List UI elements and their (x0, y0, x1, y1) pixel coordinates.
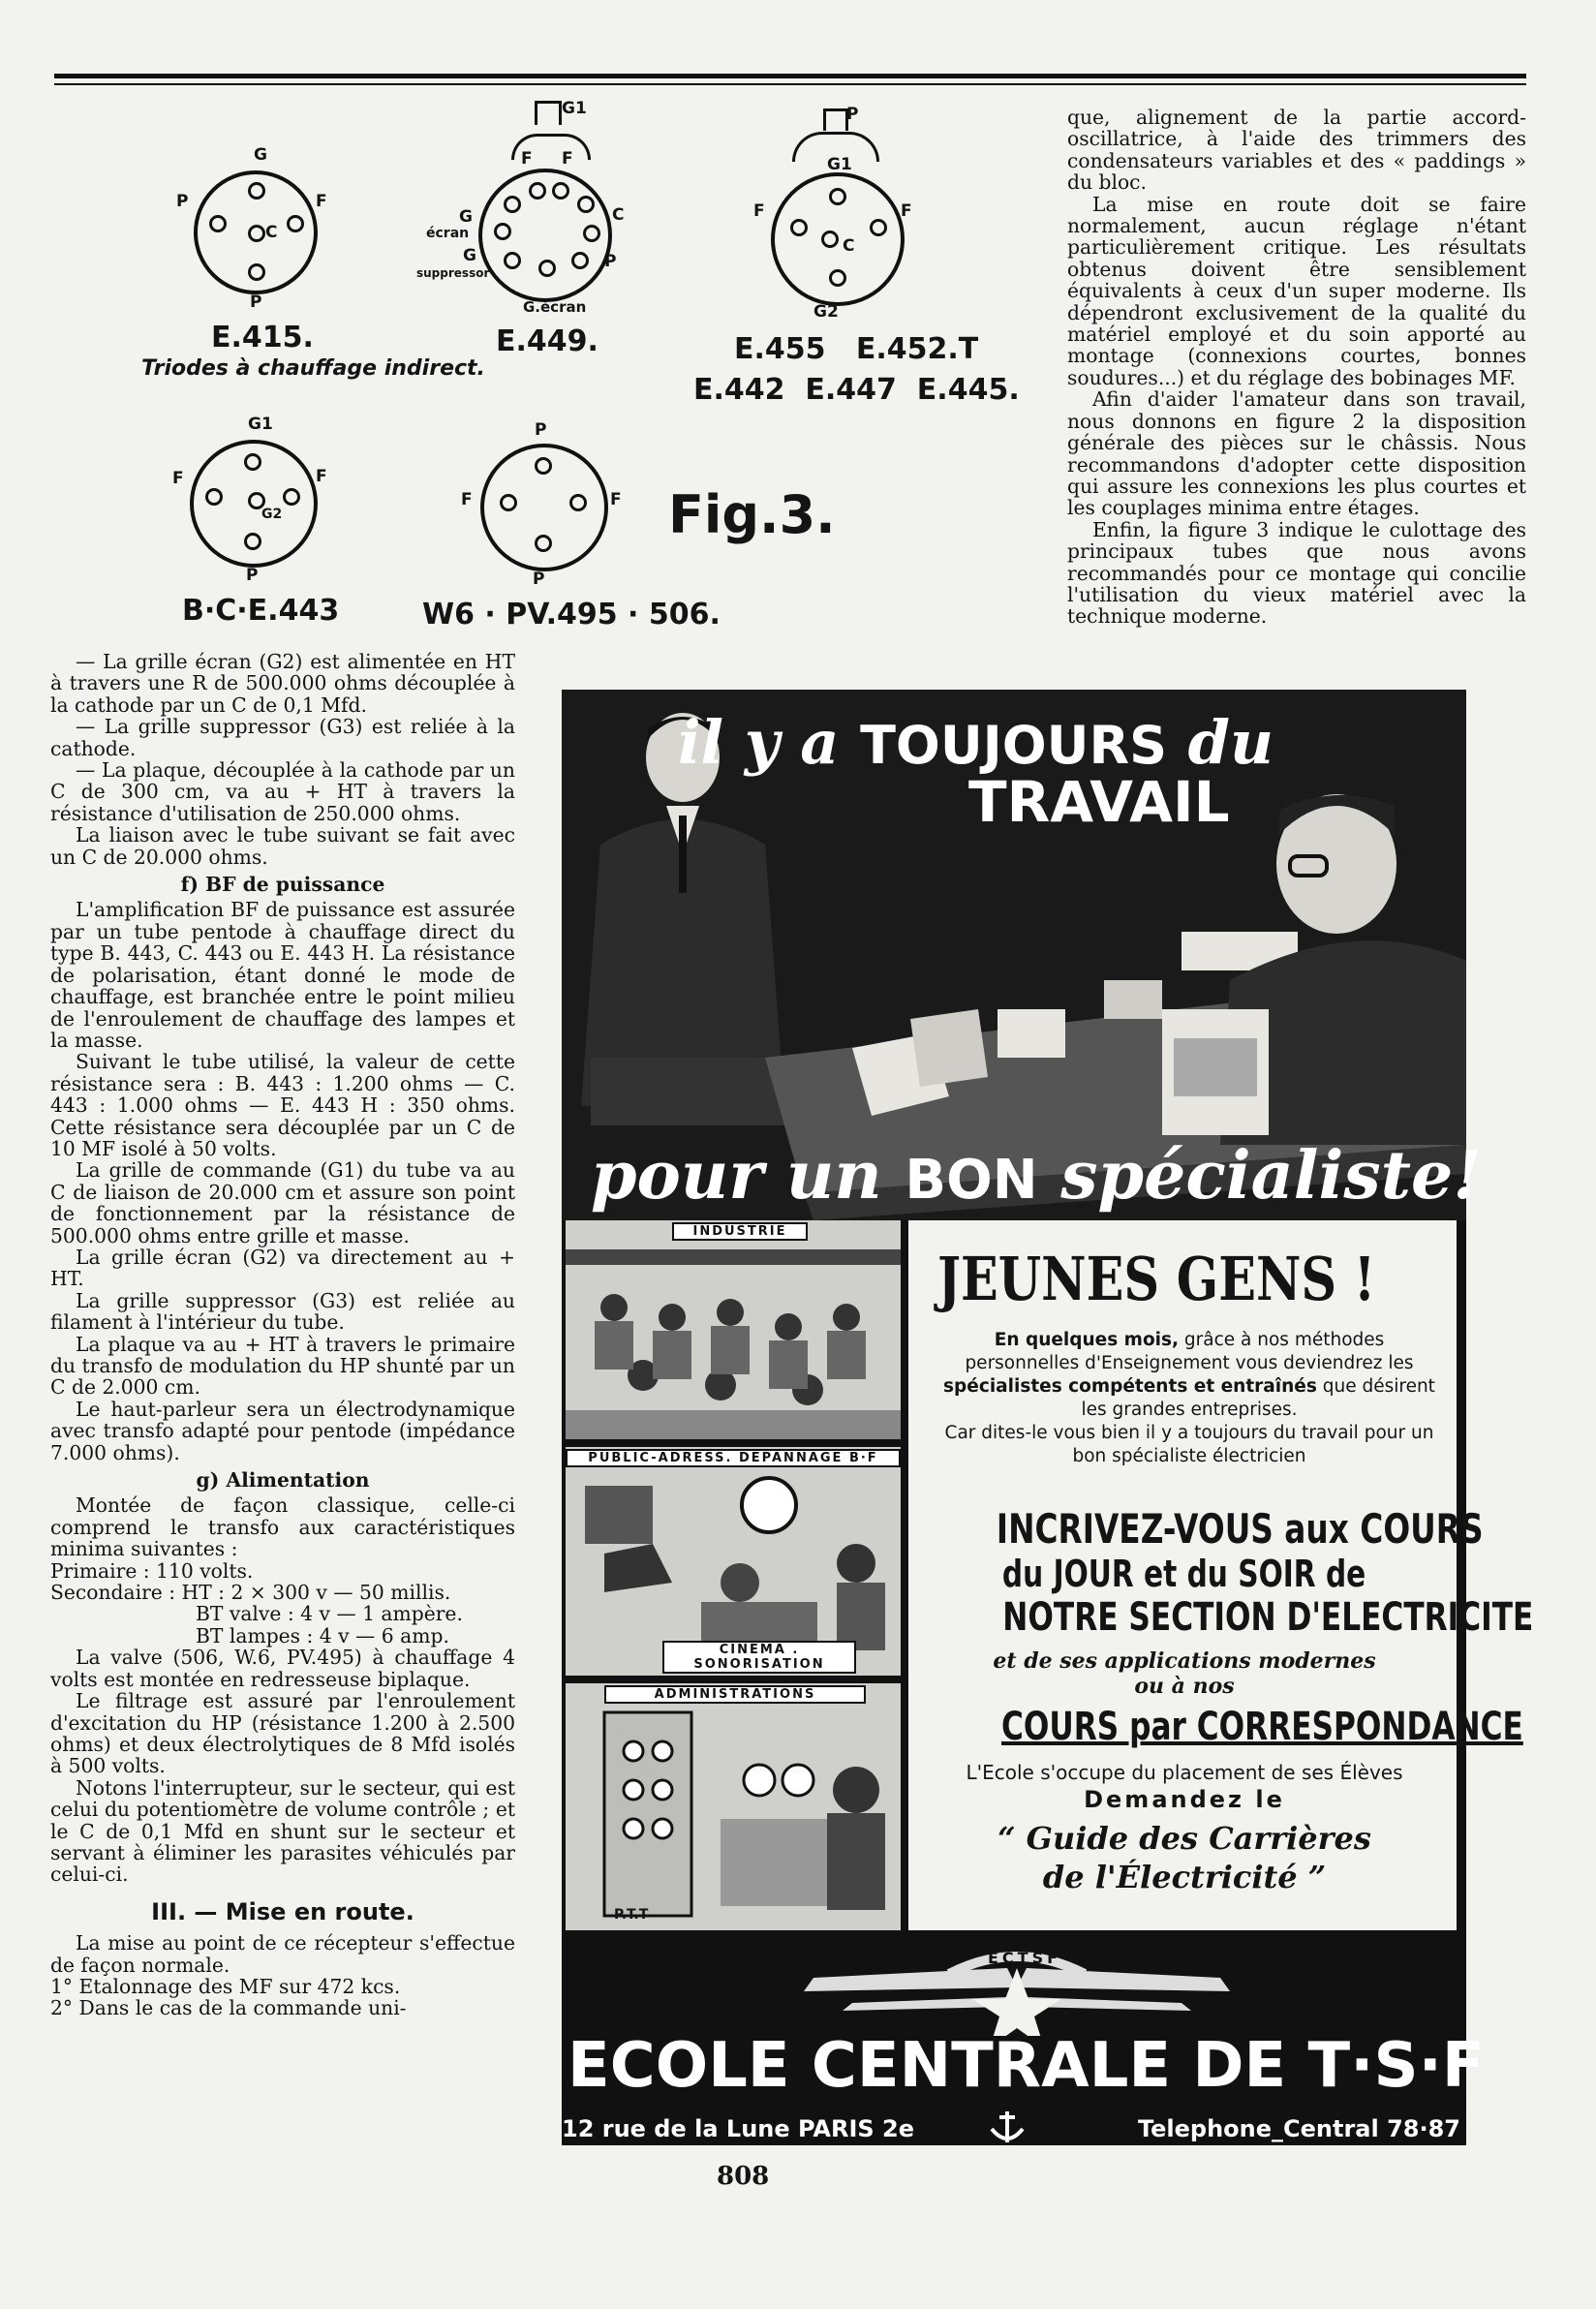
paragraph: — La grille suppressor (G3) est reliée à la cathode. (50, 715, 515, 760)
socket-caption: E.455 E.452.T (734, 332, 979, 366)
pin-label: écran (426, 226, 470, 241)
paragraph: 1° Etalonnage des MF sur 472 kcs. (50, 1974, 401, 1998)
pin-label: F (461, 490, 473, 509)
socket-caption: W6 · PV.495 · 506. (422, 598, 721, 631)
paragraph: Le filtrage est assuré par l'enroulement d'excitation du HP (résistance 1.200 à 2.500 ohms) et deux électrolytiques de 8 Mfd isolés à 500 volts. (50, 1689, 515, 1778)
left-column (50, 651, 515, 2019)
pin-label: F (316, 467, 327, 486)
headline-part: TOUJOURS (860, 715, 1167, 776)
pin-label: F (172, 469, 184, 488)
panel-label: P.T.T (614, 1907, 649, 1923)
paragraph: 2° Dans le cas de la commande uni- (50, 1996, 407, 2020)
paragraph: Montée de façon classique, celle-ci comprend le transfo aux caractéristiques minima suivantes : (50, 1493, 515, 1561)
top-rule-thin (54, 83, 1526, 85)
right-column (1067, 107, 1526, 628)
top-cap (823, 108, 848, 131)
paragraph: La grille écran (G2) va directement au + HT. (50, 1245, 515, 1291)
ad-text: que désirent les grandes entreprises. (1081, 1376, 1435, 1420)
pin-label: P (535, 420, 547, 440)
pin-label: F (562, 149, 573, 169)
pin-label: C (265, 223, 278, 242)
pin-label: G1 (827, 155, 852, 174)
advertisement (562, 690, 1534, 2145)
paragraph: Enfin, la figure 3 indique le culottage des principaux tubes que nous avons recommandés pour ce montage qui concilie l'utilisation du vieux matériel avec la technique moderne. (1067, 517, 1526, 629)
ad-text-panel (908, 1220, 1534, 1930)
socket-caption: E.415. (211, 321, 314, 354)
panel-label: INDUSTRIE (672, 1222, 808, 1241)
socket-e449 (478, 169, 612, 302)
panel-public-adress (566, 1447, 901, 1676)
inscrivez-line: INCRIVEZ-VOUS aux COURS (996, 1505, 1484, 1553)
pin-label: F (316, 192, 327, 211)
pin-label: F (521, 149, 533, 169)
ad-text: grâce à nos méthodes personnelles d'Enseignement vous deviendrez les (965, 1330, 1414, 1373)
pin-label: G1 (562, 99, 587, 118)
jeunes-gens-title: JEUNES GENS ! (937, 1244, 1376, 1314)
paragraph: La mise au point de ce récepteur s'effectue de façon normale. (50, 1931, 515, 1977)
figure-label: Fig.3. (668, 484, 836, 545)
paragraph: — La grille écran (G2) est alimentée en HT à travers une R de 500.000 ohms découplée à la cathode par un C de 0,1 Mfd. (50, 650, 515, 717)
pin-label: P (250, 292, 262, 312)
applications-block (928, 1648, 1441, 1699)
guide-line: “ Guide des Carrières (998, 1820, 1371, 1857)
guide-line: de l'Électricité ” (1042, 1859, 1327, 1895)
pin-label: suppressor (416, 266, 490, 280)
socket-caption: B·C·E.443 (182, 594, 340, 628)
inscrivez-line: du JOUR et du SOIR de (1002, 1553, 1366, 1595)
ad-footer (562, 1939, 1485, 2145)
pin-label: G2 (261, 507, 283, 522)
spec-line: BT valve : 4 v — 1 ampère. (196, 1602, 463, 1626)
pin-label: G2 (813, 302, 839, 322)
socket-w6 (480, 444, 608, 571)
pin-label: G (459, 207, 473, 227)
panel-administrations (566, 1683, 901, 1930)
slogan-part: spécialiste! (1060, 1137, 1483, 1215)
anchor-icon (978, 2109, 1036, 2148)
cours-line-wrap (928, 1705, 1523, 1749)
section-heading: g) Alimentation (196, 1468, 370, 1493)
panel-label: CINEMA . SONORISATION (662, 1641, 856, 1674)
panel-label: PUBLIC-ADRESS. DEPANNAGE B·F (566, 1449, 901, 1467)
workshop-illustration (566, 1220, 901, 1439)
cours-correspondance: COURS par CORRESPONDANCE (1000, 1705, 1523, 1749)
socket-caption-2: E.442 E.447 E.445. (693, 373, 1020, 407)
pin-label: G.écran (523, 298, 587, 316)
pin-label: F (753, 201, 765, 221)
pin-label: C (843, 236, 855, 256)
panel-label: ADMINISTRATIONS (604, 1685, 866, 1704)
ad-slogan (591, 1137, 1482, 1215)
switchboard-illustration (566, 1683, 901, 1930)
paragraph: La grille suppressor (G3) est reliée au filament à l'intérieur du tube. (50, 1288, 515, 1335)
pin-label: P (846, 105, 859, 124)
slogan-part: pour un (591, 1137, 882, 1215)
guide-title (928, 1819, 1441, 1896)
ad-headline-2: TRAVAIL (968, 769, 1230, 835)
page-number: 808 (717, 2162, 770, 2191)
figure-subcaption: Triodes à chauffage indirect. (141, 356, 485, 381)
school-phone: Telephone_Central 78·87 (1137, 2115, 1460, 2142)
ad-emphasis: spécialistes compétents et entraînés (943, 1376, 1317, 1397)
inscrivez-line: NOTRE SECTION D'ELECTRICITE (1002, 1595, 1534, 1640)
paragraph: La mise en route doit se faire normalement, aucun réglage n'étant particulièrement critique. Les résultats obtenus doivent être sensiblement équivalents à ceux d'un super moderne. Ils dépendront exclusivement de la qualité du matériel employé et du soin apporté au montage (connexions courtes, bonnes soudures...) et du réglage des bobinages MF. (1067, 192, 1526, 389)
paragraph: Afin d'aider l'amateur dans son travail, nous donnons en figure 2 la disposition générale des pièces sur le châssis. Nous recommandons d'adopter cette disposition qui assure les connexions les plus courtes et les couplages minima entre étages. (1067, 387, 1526, 520)
slogan-part: BON (905, 1149, 1038, 1212)
pin-label: F (610, 490, 622, 509)
pin-label: G1 (248, 415, 273, 434)
paragraph: Suivant le tube utilisé, la valeur de cette résistance sera : B. 443 : 1.200 ohms — C. 443 : 1.000 ohms — E. 443 H : 350 ohms. Cette résistance sera découplée par un C de 10 MF isolé à 50 volts. (50, 1050, 515, 1160)
ad-body (937, 1329, 1441, 1468)
pin-label: P (246, 566, 259, 585)
spec-line: Primaire : 110 volts. (50, 1558, 254, 1583)
ad-text: Car dites-le vous bien il y a toujours du travail pour un bon spécialiste électricien (944, 1423, 1434, 1466)
socket-e415 (194, 170, 318, 294)
socket-caption: E.449. (496, 324, 598, 358)
applications-line: et de ses applications modernes (993, 1648, 1376, 1674)
paragraph: Notons l'interrupteur, sur le secteur, qui est celui du potentiomètre de volume contrôle ; et le C de 0,1 Mfd en shunt sur le secteur et servant à éliminer les parasites véhiculés par celui-ci. (50, 1775, 515, 1887)
paragraph: — La plaque, découplée à la cathode par un C de 300 cm, va au + HT à travers la résistance d'utilisation de 250.000 ohms. (50, 758, 515, 825)
ad-illustration (562, 690, 1483, 1220)
section-title: III. — Mise en route. (151, 1897, 414, 1925)
paragraph: Le haut-parleur sera un électrodynamique avec transfo adapté pour pentode (impédance 7.000 ohms). (50, 1397, 515, 1464)
school-name: ECOLE CENTRALE DE T·S·F (568, 2030, 1485, 2102)
section-heading: f) BF de puissance (180, 873, 385, 897)
paragraph: La valve (506, W.6, PV.495) à chauffage 4 volts est montée en redresseuse biplaque. (50, 1646, 515, 1691)
headline-part: du (1187, 707, 1274, 778)
pin-label: P (176, 192, 189, 211)
school-address: 12 rue de la Lune PARIS 2e (562, 2115, 914, 2142)
paragraph: L'amplification BF de puissance est assurée par un tube pentode à chauffage direct du type B. 443, C. 443 ou E. 443 H. La résistance de polarisation, étant donné le mode de chauffage, est branchée entre le point milieu de l'enroulement de chauffage des lampes et la masse. (50, 898, 515, 1052)
paragraph: La plaque va au + HT à travers le primaire du transfo de modulation du HP shunté par un C de 2.000 cm. (50, 1332, 515, 1400)
pin-label: G (463, 246, 476, 265)
ou-a-nos: ou à nos (1134, 1674, 1235, 1699)
pin-label: C (612, 205, 625, 225)
placement-line: L'Ecole s'occupe du placement de ses Élèves (966, 1761, 1403, 1784)
pin-label: F (901, 201, 912, 221)
paragraph: La liaison avec le tube suivant se fait avec un C de 20.000 ohms. (50, 823, 515, 869)
socket-bce443 (190, 440, 318, 568)
spec-line: Secondaire : HT : 2 × 300 v — 50 millis. (50, 1581, 451, 1605)
paragraph: La grille de commande (G1) du tube va au C de liaison de 20.000 cm et assure son point de fonctionnement par la résistance de 500.000 ohms entre grille et masse. (50, 1158, 515, 1247)
headline-part: il y a (678, 707, 840, 778)
pin-label: P (533, 570, 545, 589)
top-rule (54, 74, 1526, 78)
pin-label: P (604, 252, 617, 271)
spec-line: BT lampes : 4 v — 6 amp. (196, 1623, 449, 1647)
ad-headline (678, 707, 1274, 778)
pin-label: G (254, 145, 267, 165)
demandez-line: Demandez le (1084, 1786, 1285, 1813)
socket-e455 (771, 172, 905, 306)
paragraph: que, alignement de la partie accord-oscillatrice, à l'aide des trimmers des condensateurs variables et des « paddings » du bloc. (1067, 106, 1526, 195)
panel-industrie (566, 1220, 901, 1439)
logo-text: ECTSF (988, 1949, 1062, 1967)
ad-emphasis: En quelques mois, (994, 1330, 1180, 1350)
inscription-block (928, 1505, 1534, 1640)
top-cap (535, 101, 562, 125)
